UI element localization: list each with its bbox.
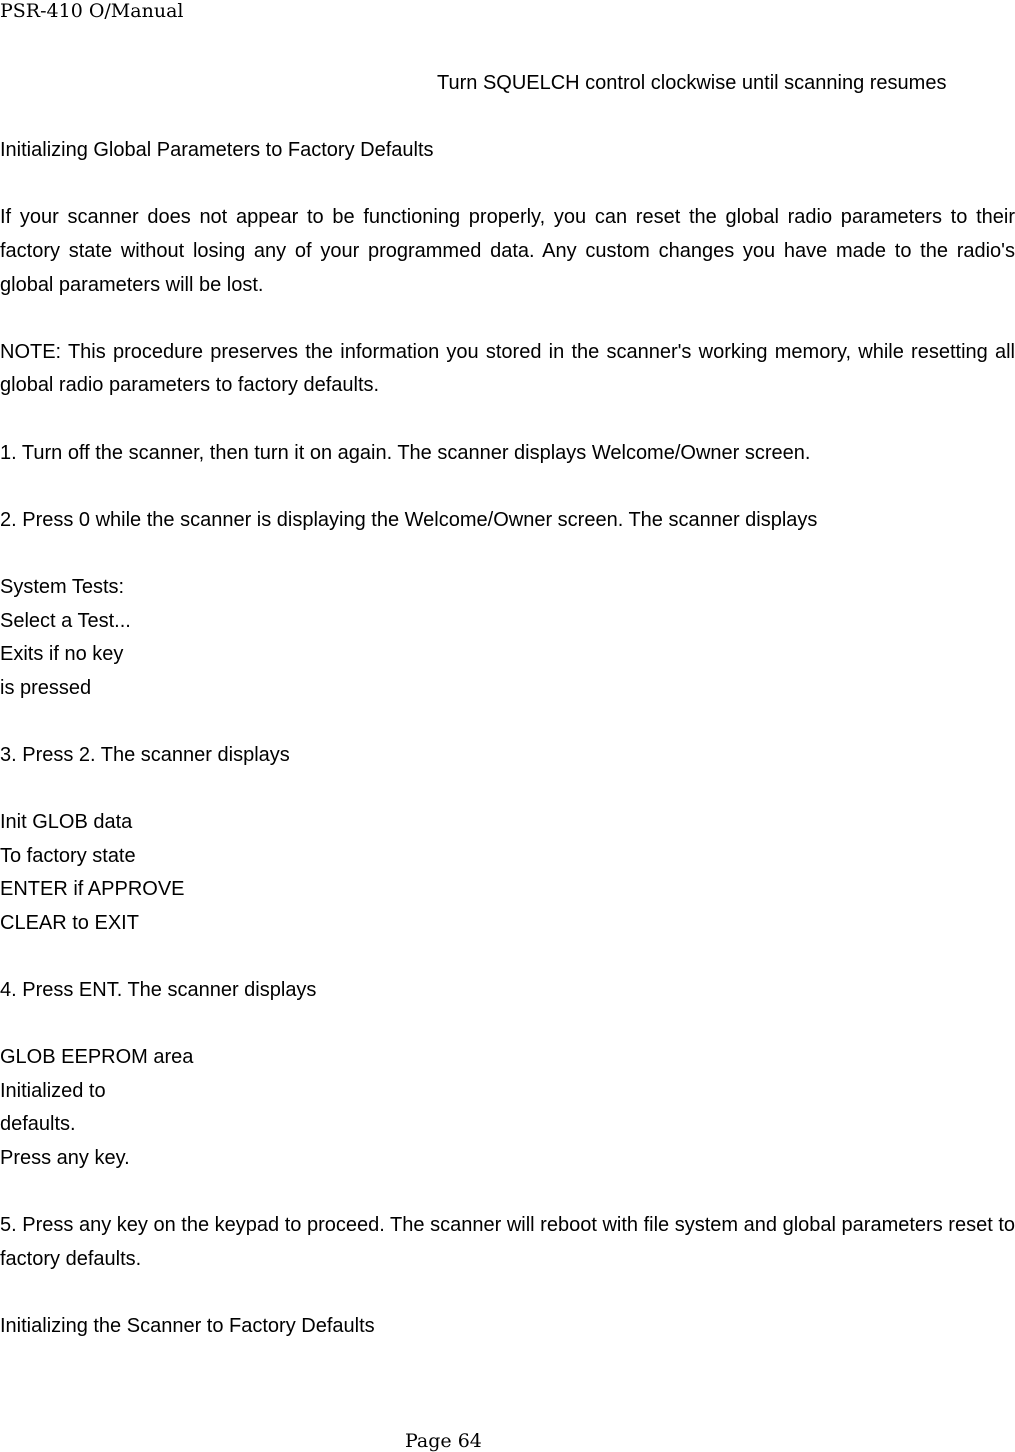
step-1: 1. Turn off the scanner, then turn it on again. The scanner displays Welcome/Owner screen. [0,441,811,464]
page-number: Page 64 [405,1430,482,1452]
step-2: 2. Press 0 while the scanner is displaying the Welcome/Owner screen. The scanner displays [0,508,818,531]
display-line: Init GLOB data [0,811,133,834]
squelch-instruction: Turn SQUELCH control clockwise until scanning resumes [437,72,947,94]
step-5: 5. Press any key on the keypad to proceed. The scanner will reboot with file system and global parameters reset to factory defaults. [0,1214,1015,1270]
display-line: To factory state [0,844,136,867]
scanner-display-eeprom [0,1041,1015,1175]
display-line: Exits if no key [0,643,124,666]
step-4: 4. Press ENT. The scanner displays [0,979,317,1002]
section-heading-scanner: Initializing the Scanner to Factory Defaults [0,1314,375,1337]
intro-paragraph: If your scanner does not appear to be functioning properly, you can reset the global radio parameters to their factory state without losing any of your programmed data. Any custom changes you have made to the radio's global parameters will be lost. [0,206,1015,296]
display-line: Press any key. [0,1147,130,1169]
display-line: System Tests: [0,575,125,598]
note-paragraph: NOTE: This procedure preserves the information you stored in the scanner's working memory, while resetting all global radio parameters to factory defaults. [0,340,1015,397]
display-line: is pressed [0,676,92,699]
scanner-display-system-tests [0,571,1015,705]
section-heading-global: Initializing Global Parameters to Factory Defaults [0,139,434,162]
page-content [0,67,1015,1344]
page-header: PSR-410 O/Manual [0,0,184,22]
step-3: 3. Press 2. The scanner displays [0,743,290,766]
scanner-display-init-glob [0,806,1015,940]
display-line: CLEAR to EXIT [0,911,139,934]
display-line: Initialized to [0,1079,106,1102]
display-line: defaults. [0,1113,76,1136]
display-line: ENTER if APPROVE [0,878,185,901]
display-line: GLOB EEPROM area [0,1046,194,1069]
display-line: Select a Test... [0,609,131,632]
